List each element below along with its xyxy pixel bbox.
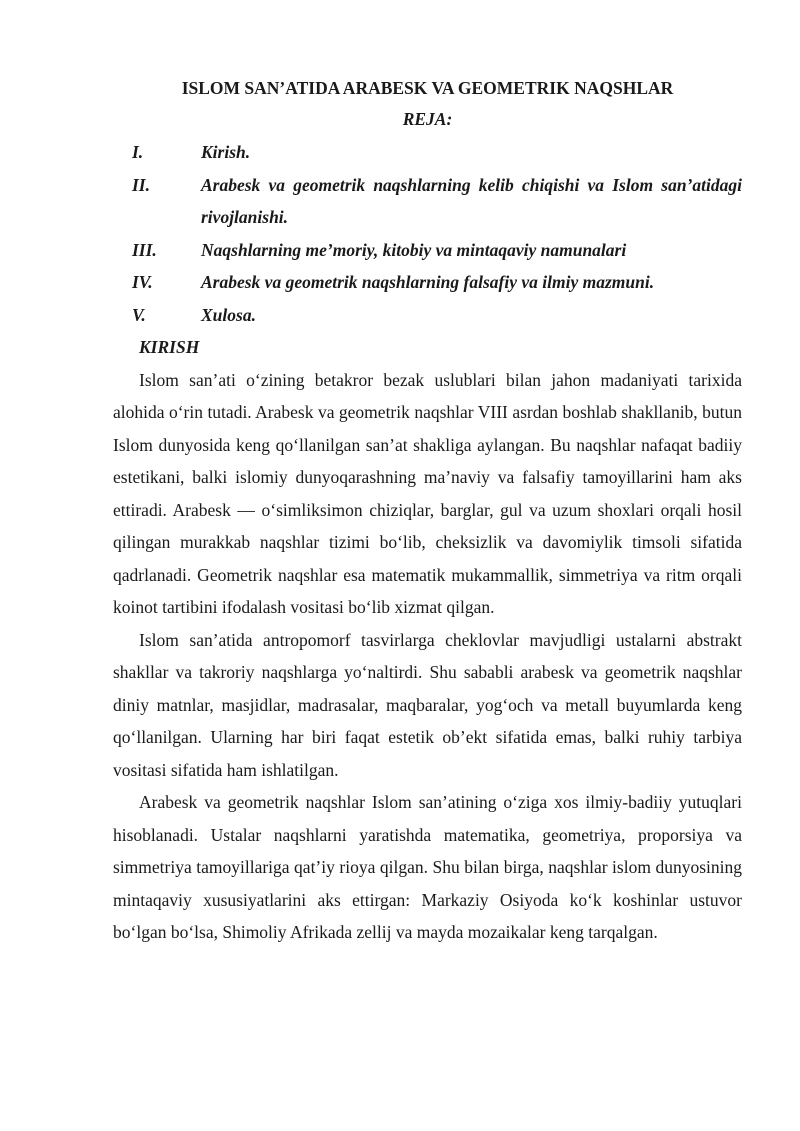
plan-item-text: Naqshlarning me’moriy, kitobiy va mintaqaviy namunalari: [201, 239, 627, 260]
plan-item: [113, 136, 742, 169]
plan-item-text: Arabesk va geometrik naqshlarning kelib chiqishi va Islom san’atidagi rivojlanishi.: [201, 174, 742, 227]
plan-item-number: II.: [132, 174, 150, 195]
plan-item-text: Arabesk va geometrik naqshlarning falsafiy va ilmiy mazmuni.: [201, 272, 655, 292]
plan-item: [113, 299, 742, 332]
plan-item-number: I.: [132, 142, 144, 162]
body-paragraph: Islom san’atida antropomorf tasvirlarga cheklovlar mavjudligi ustalarni abstrakt shakllar va takroriy naqshlarga yo‘naltirdi. Shu sababli arabesk va geometrik naqshlar diniy matnlar, masjidlar, madrasalar, maqbaralar, yog‘och va metall buyumlarda keng qo‘llanilgan. Ularning har biri faqat estetik ob’ekt sifatida emas, balki ruhiy tarbiya vositasi sifatida ham ishlatilgan.: [113, 629, 742, 780]
plan-list: [113, 136, 742, 331]
plan-item: [113, 169, 742, 234]
plan-item-text: Kirish.: [201, 142, 251, 162]
plan-item-number: IV.: [132, 272, 153, 292]
document-title: ISLOM SAN’ATIDA ARABESK VA GEOMETRIK NAQSHLAR: [181, 78, 674, 98]
plan-item-text: Xulosa.: [201, 304, 256, 325]
plan-item-number: III.: [132, 239, 157, 260]
document-page: [113, 74, 742, 949]
plan-item-number: V.: [132, 304, 146, 325]
plan-heading: REJA:: [402, 109, 453, 129]
body-paragraph: Arabesk va geometrik naqshlar Islom san’atining o‘ziga xos ilmiy-badiiy yutuqlari hisoblanadi. Ustalar naqshlarni yaratishda matematika, geometriya, proporsiya va simmetriya tamoyillariga qat’iy rioya qilgan. Shu bilan birga, naqshlar islom dunyosining mintaqaviy xususiyatlarini aks ettirgan: Markaziy Osiyoda ko‘k koshinlar ustuvor bo‘lgan bo‘lsa, Shimoliy Afrikada zellij va mayda mozaikalar keng tarqalgan.: [113, 792, 742, 942]
plan-item: [113, 266, 742, 299]
plan-item: [113, 234, 742, 267]
body-paragraph: Islom san’ati o‘zining betakror bezak uslublari bilan jahon madaniyati tarixida alohida o‘rin tutadi. Arabesk va geometrik naqshlar VIII asrdan boshlab shakllanib, butun Islom dunyosida keng qo‘llanilgan san’at shakliga aylangan. Bu naqshlar nafaqat badiiy estetikani, balki islomiy dunyoqarashning ma’naviy va falsafiy tamoyillarini ham aks ettiradi. Arabesk — o‘simliksimon chiziqlar, barglar, gul va uzum shoxlari orqali hosil qilingan murakkab naqshlar tizimi bo‘lib, cheksizlik va davomiylik timsoli sifatida qadrlanadi. Geometrik naqshlar esa matematik mukammallik, simmetriya va ritm orqali koinot tartibini ifodalash vositasi bo‘lib xizmat qilgan.: [113, 369, 742, 617]
section-heading-kirish: KIRISH: [139, 337, 200, 357]
